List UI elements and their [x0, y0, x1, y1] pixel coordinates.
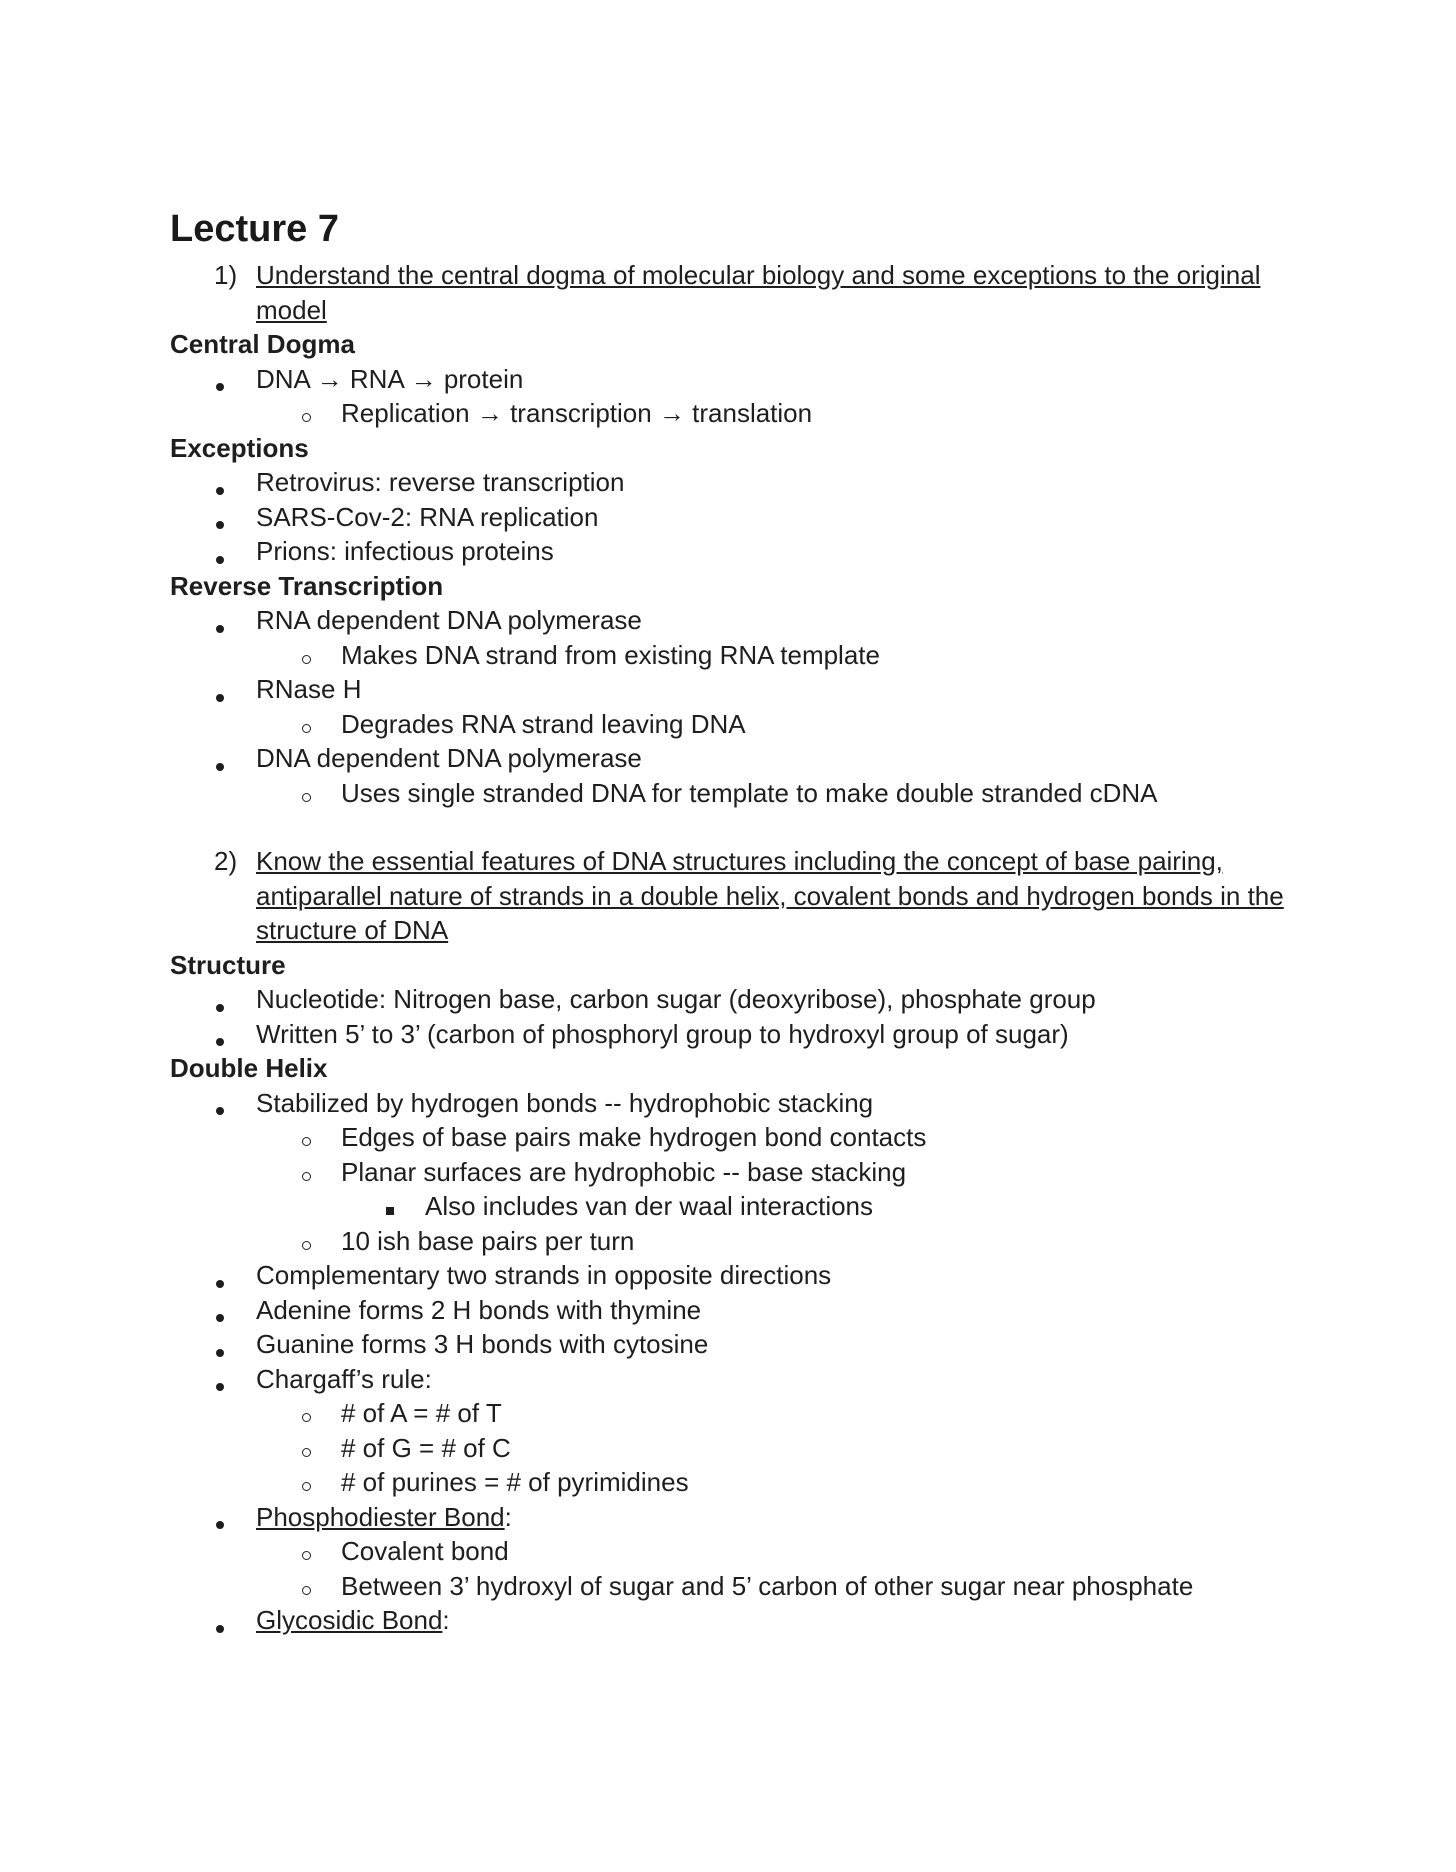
list-item-text: Guanine forms 3 H bonds with cytosine: [256, 1329, 709, 1359]
bullet-icon: [216, 1293, 224, 1328]
list-item-text: Chargaff’s rule:: [256, 1363, 432, 1394]
list-item-text: SARS-Cov-2: RNA replication: [256, 501, 599, 532]
section-heading-reverse-transcription: Reverse Transcription: [170, 570, 444, 601]
list-item: [170, 534, 1290, 569]
list-item-text: Planar surfaces are hydrophobic -- base stacking: [341, 1156, 907, 1187]
bullet-icon: [216, 534, 224, 569]
list-subitem: [170, 1534, 1290, 1569]
list-subitem: [170, 707, 1290, 742]
list-item-text: # of A = # of T: [341, 1398, 502, 1428]
bullet-icon: [216, 1500, 224, 1535]
objective-text: Understand the central dogma of molecular biology and some exceptions to the original model: [256, 260, 1261, 325]
list-item-text: Makes DNA strand from existing RNA template: [341, 639, 880, 670]
list-subitem: [170, 1224, 1290, 1259]
objective-number: 2): [214, 846, 238, 876]
term-glycosidic-bond: Glycosidic Bond: [256, 1605, 443, 1635]
list-item-text: DNA → RNA → protein: [256, 363, 524, 394]
bullet-icon: [216, 362, 224, 397]
hollow-bullet-icon: [302, 1224, 311, 1259]
list-item-text: RNase H: [256, 674, 362, 704]
list-item: [170, 603, 1290, 638]
list-subitem: [170, 1431, 1290, 1466]
learning-objective-1: [170, 258, 1290, 327]
hollow-bullet-icon: [302, 1396, 311, 1431]
hollow-bullet-icon: [302, 1534, 311, 1569]
list-item: [170, 1327, 1290, 1362]
list-subitem: [170, 1155, 1290, 1190]
square-bullet-icon: [386, 1189, 394, 1224]
list-item-text: Replication → transcription → translation: [341, 398, 813, 428]
list-item-text: Prions: infectious proteins: [256, 536, 554, 566]
list-item-text: Complementary two strands in opposite directions: [256, 1260, 832, 1290]
list-item-text: DNA dependent DNA polymerase: [256, 743, 642, 773]
list-item-text: Edges of base pairs make hydrogen bond contacts: [341, 1122, 927, 1152]
list-subitem: [170, 638, 1290, 673]
bullet-icon: [216, 1017, 224, 1052]
bullet-icon: [216, 982, 224, 1017]
list-item: [170, 672, 1290, 707]
list-item-text: 10 ish base pairs per turn: [341, 1225, 635, 1256]
list-subitem: [170, 776, 1290, 811]
bullet-icon: [216, 672, 224, 707]
hollow-bullet-icon: [302, 707, 311, 742]
objective-number: 1): [214, 260, 238, 290]
hollow-bullet-icon: [302, 1155, 311, 1190]
list-item-text: Stabilized by hydrogen bonds -- hydrophobic stacking: [256, 1087, 874, 1118]
page-title: Lecture 7: [170, 208, 339, 250]
section-heading-central-dogma: Central Dogma: [170, 329, 355, 359]
section-heading-double-helix: Double Helix: [170, 1053, 328, 1083]
bullet-icon: [216, 603, 224, 638]
list-subitem: [170, 1120, 1290, 1155]
list-item-text: Retrovirus: reverse transcription: [256, 467, 625, 497]
hollow-bullet-icon: [302, 1465, 311, 1500]
list-item: [170, 362, 1290, 397]
list-item: [170, 1362, 1290, 1397]
list-item-text: Written 5’ to 3’ (carbon of phosphoryl group to hydroxyl group of sugar): [256, 1018, 1069, 1049]
list-item: [170, 1500, 1290, 1535]
section-heading-exceptions: Exceptions: [170, 432, 309, 463]
learning-objective-2: [170, 844, 1290, 948]
term-phosphodiester-bond: Phosphodiester Bond: [256, 1501, 505, 1532]
list-item-text: # of purines = # of pyrimidines: [341, 1467, 689, 1497]
list-item-text: Uses single stranded DNA for template to make double stranded cDNA: [341, 777, 1158, 808]
list-item-text: Covalent bond: [341, 1536, 509, 1566]
list-item: [170, 1293, 1290, 1328]
hollow-bullet-icon: [302, 1120, 311, 1155]
colon: :: [442, 1605, 450, 1635]
bullet-icon: [216, 1258, 224, 1293]
list-item-text: # of G = # of C: [341, 1432, 511, 1463]
hollow-bullet-icon: [302, 396, 311, 431]
bullet-icon: [216, 500, 224, 535]
list-item: [170, 1017, 1290, 1052]
list-item-text: Also includes van der waal interactions: [425, 1191, 874, 1221]
list-item-text: Degrades RNA strand leaving DNA: [341, 708, 746, 739]
hollow-bullet-icon: [302, 1569, 311, 1604]
list-subitem: [170, 1396, 1290, 1431]
objective-text: Know the essential features of DNA structures including the concept of base pairing, antiparallel nature of strands in a double helix, covalent bonds and hydrogen bonds in the structure of DNA: [256, 846, 1284, 945]
bullet-icon: [216, 1086, 224, 1121]
colon: :: [504, 1501, 512, 1532]
list-subitem: [170, 1465, 1290, 1500]
list-item: [170, 1086, 1290, 1121]
hollow-bullet-icon: [302, 776, 311, 811]
list-item-text: Adenine forms 2 H bonds with thymine: [256, 1294, 702, 1325]
list-subitem: [170, 1569, 1290, 1604]
bullet-icon: [216, 1362, 224, 1397]
blank-line: [170, 810, 1290, 844]
section-heading-structure: Structure: [170, 949, 286, 980]
list-item: [170, 1603, 1290, 1638]
list-item: [170, 982, 1290, 1017]
list-subsubitem: [170, 1189, 1290, 1224]
bullet-icon: [216, 1603, 224, 1638]
document-body: [170, 206, 1290, 1638]
list-item: [170, 1258, 1290, 1293]
bullet-icon: [216, 1327, 224, 1362]
bullet-icon: [216, 741, 224, 776]
hollow-bullet-icon: [302, 638, 311, 673]
list-item: [170, 465, 1290, 500]
hollow-bullet-icon: [302, 1431, 311, 1466]
bullet-icon: [216, 465, 224, 500]
list-item-text: Between 3’ hydroxyl of sugar and 5’ carbon of other sugar near phosphate: [341, 1570, 1194, 1601]
list-item-text: Nucleotide: Nitrogen base, carbon sugar (deoxyribose), phosphate group: [256, 984, 1096, 1014]
list-item: [170, 500, 1290, 535]
list-subitem: [170, 396, 1290, 431]
list-item-text: RNA dependent DNA polymerase: [256, 605, 642, 635]
list-item: [170, 741, 1290, 776]
